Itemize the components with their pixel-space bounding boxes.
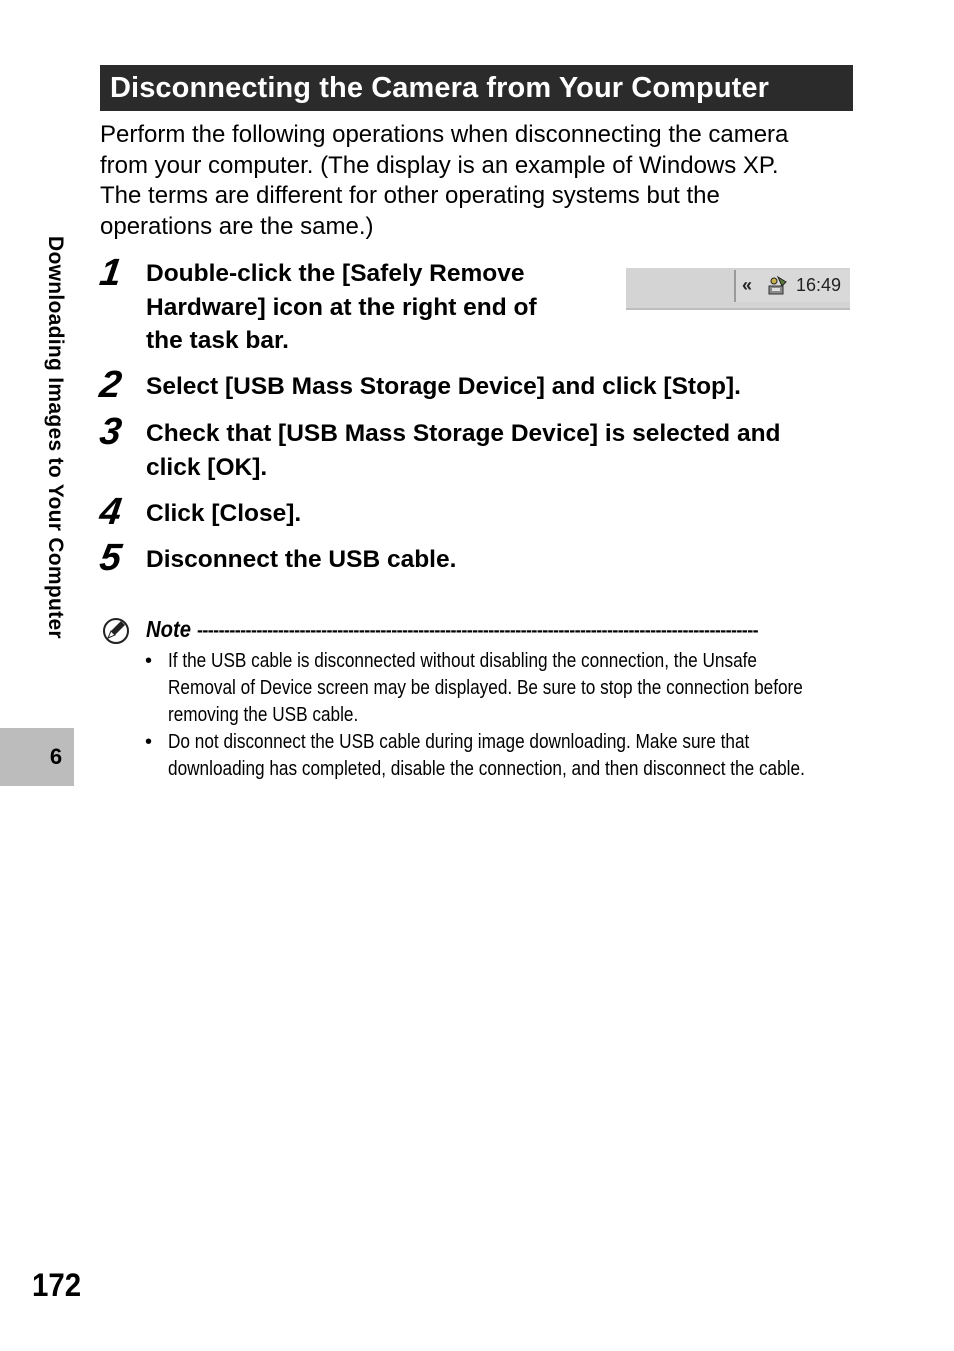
step-text — [146, 497, 301, 531]
step-text — [146, 543, 456, 577]
note-line: Removal of Device screen may be displayed. Be sure to stop the connection before — [168, 677, 803, 699]
step-text — [146, 257, 537, 358]
intro-line: from your computer. (The display is an example of Windows XP. — [100, 151, 779, 179]
step-text — [146, 370, 741, 404]
step-line: Click [Close]. — [146, 500, 302, 527]
step-number: 2 — [97, 364, 125, 406]
step-number: 3 — [97, 411, 125, 453]
step-line: Double-click the [Safely Remove — [146, 260, 525, 287]
note-label: Note — [146, 616, 191, 642]
bullet: • — [145, 731, 153, 753]
step-number: 5 — [97, 537, 125, 579]
step-line: the task bar. — [146, 327, 289, 354]
note-line: If the USB cable is disconnected without disabling the connection, the Unsafe — [168, 650, 757, 672]
step-line: Check that [USB Mass Storage Device] is selected and — [146, 420, 781, 447]
note-divider: -------------------------------------------------------------------------------------------------------- — [197, 620, 758, 640]
step-line: Select [USB Mass Storage Device] and click [Stop]. — [146, 373, 741, 400]
note-line: removing the USB cable. — [168, 704, 359, 726]
step-text — [146, 417, 781, 484]
intro-line: Perform the following operations when disconnecting the camera — [100, 121, 789, 148]
chapter-tab: 6 — [0, 728, 74, 786]
step-line: click [OK]. — [146, 453, 268, 481]
bullet: • — [145, 650, 153, 672]
chapter-title: Downloading Images to Your Computer — [44, 236, 67, 639]
step-line: Disconnect the USB cable. — [146, 546, 457, 573]
system-tray — [734, 270, 850, 302]
note-line: downloading has completed, disable the connection, and then disconnect the cable. — [168, 758, 805, 780]
intro-paragraph — [100, 120, 860, 242]
chapter-side-label — [40, 236, 74, 718]
intro-line: operations are the same.) — [100, 212, 374, 240]
section-title: Disconnecting the Camera from Your Computer — [100, 65, 853, 111]
clock: 16:49 — [796, 275, 842, 295]
intro-line: The terms are different for other operating systems but the — [100, 182, 720, 209]
note-pencil-icon — [102, 616, 130, 644]
step-number: 4 — [97, 491, 125, 533]
step-number: 1 — [97, 252, 125, 294]
page-number: 172 — [32, 1267, 82, 1303]
taskbar-screenshot — [626, 268, 850, 310]
step-line: Hardware] icon at the right end of — [146, 293, 537, 321]
note-line: Do not disconnect the USB cable during image downloading. Make sure that — [168, 731, 750, 753]
safely-remove-hardware-icon[interactable] — [766, 274, 790, 298]
chevron-left-icon[interactable]: « — [742, 275, 753, 295]
